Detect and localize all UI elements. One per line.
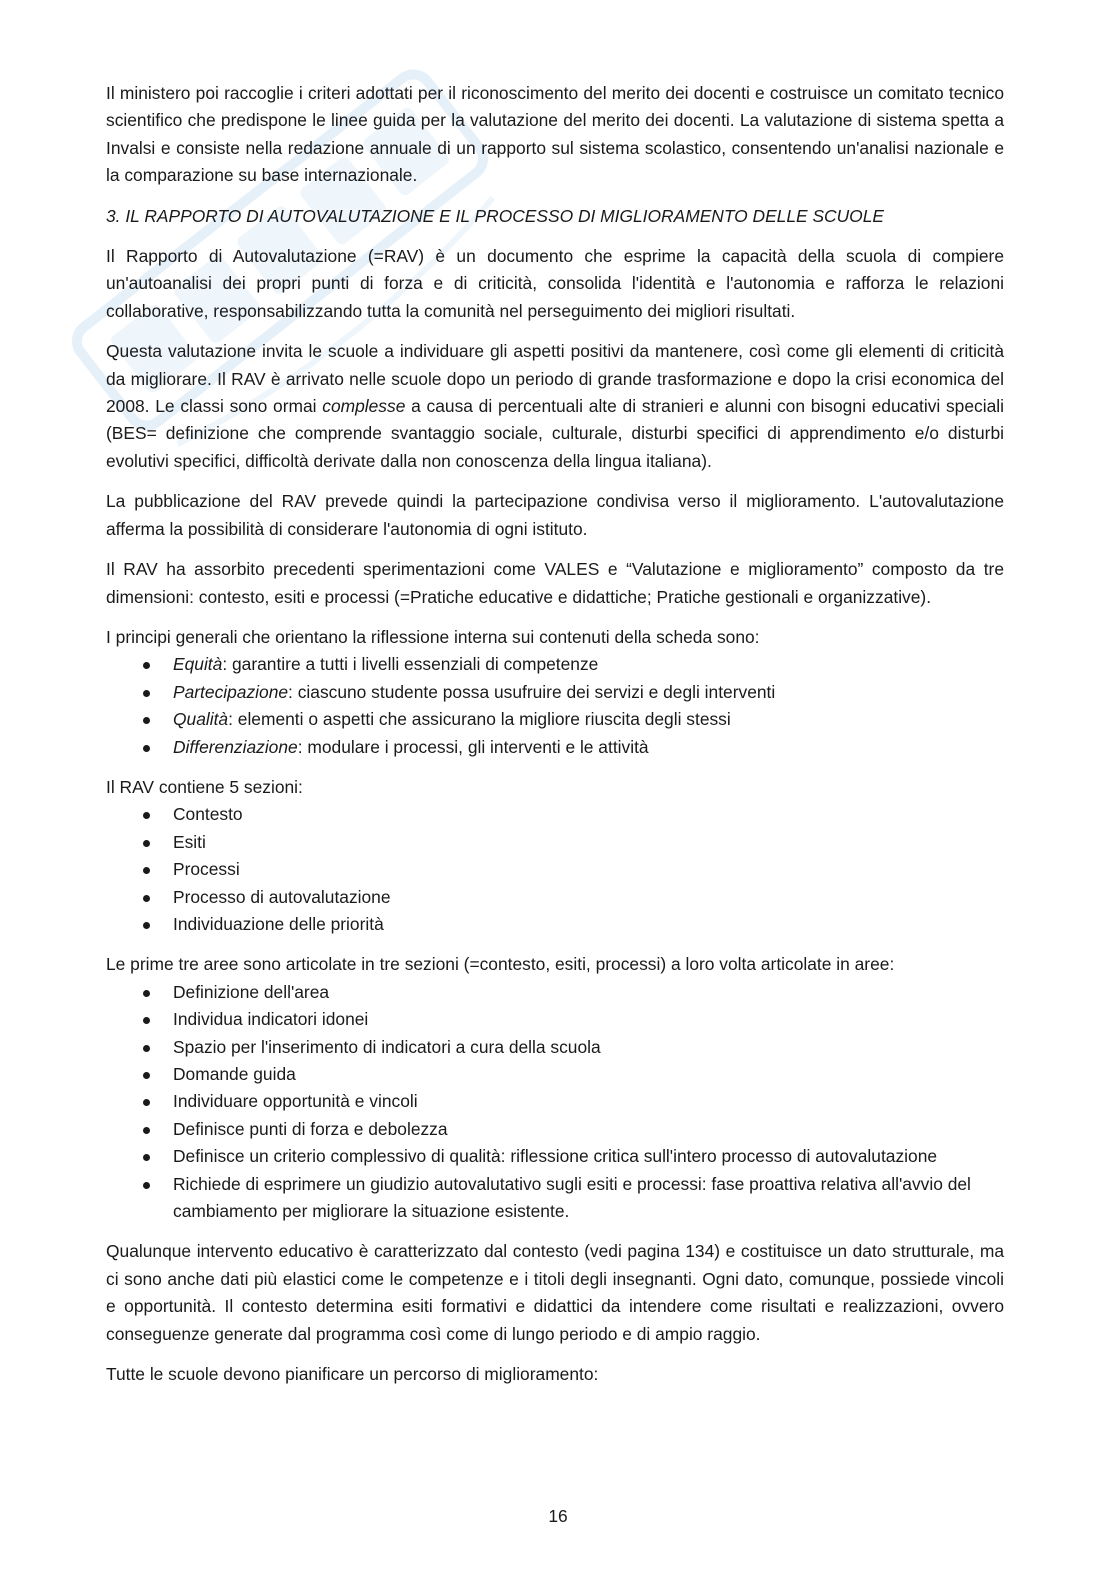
paragraph-rav-context-a: Questa valutazione invita le scuole a individuare gli aspetti positivi da mantenere, così come gli elementi di criticità da migliorare. Il RAV è arrivato nelle scuole dopo un periodo di grande trasformazione e dopo la crisi economica del 2008. Le classi sono ormai [106,341,1004,417]
list-item: Definisce un criterio complessivo di qualità: riflessione critica sull'intero processo di autovalutazione [106,1143,1004,1170]
list-item: Individua indicatori idonei [106,1006,1004,1033]
page-number: 16 [548,1506,568,1526]
principle-term: Differenziazione [173,736,298,757]
list-item: Definizione dell'area [106,979,1004,1006]
list-item: Processo di autovalutazione [106,884,1004,911]
list-item: Richiede di esprimere un giudizio autovalutativo sugli esiti e processi: fase proattiva relativa all'avvio del cambiamento per migliorare la situazione esistente. [106,1171,1004,1226]
paragraph-areas-intro: Le prime tre aree sono articolate in tre sezioni (=contesto, esiti, processi) a loro volta articolate in aree: [106,954,895,975]
list-item: Esiti [106,829,1004,856]
emphasis-complesse: complesse [322,396,406,417]
paragraph-intro: Il ministero poi raccoglie i criteri adottati per il riconoscimento del merito dei docenti e costruisce un comitato tecnico scientifico che predispone le linee guida per la valutazione del merito dei docenti. La valutazione di sistema spetta a Invalsi e consiste nella redazione annuale di un rapporto sul sistema scolastico, consentendo un'analisi nazionale e la comparazione su base internazionale. [106,83,1004,186]
paragraph-rav-definition: Il Rapporto di Autovalutazione (=RAV) è un documento che esprime la capacità della scuola di compiere un'autoanalisi dei propri punti di forza e di criticità, consolida l'identità e l'autonomia e rafforza le relazioni collaborative, responsabilizzando tutta la comunità nel perseguimento dei migliori risultati. [106,246,1004,321]
sections-list [106,801,1004,938]
list-item [106,679,1004,706]
principle-term: Qualità [173,709,229,730]
principle-description: : ciascuno studente possa usufruire dei servizi e degli interventi [288,681,776,702]
paragraph-sections-intro: Il RAV contiene 5 sezioni: [106,776,303,797]
principle-term: Equità [173,654,223,675]
list-item: Definisce punti di forza e debolezza [106,1116,1004,1143]
paragraph-rav-context-b: a causa di percentuali alte di stranieri e alunni con bisogni educativi speciali (BES= definizione che comprende svantaggio sociale, culturale, disturbi specifici di apprendimento e/o disturbi evolutivi specifici, difficoltà derivate dalla non conoscenza della lingua italiana). [106,396,1004,471]
principle-term: Partecipazione [173,681,289,702]
paragraph-rav-vales: Il RAV ha assorbito precedenti sperimentazioni come VALES e “Valutazione e miglioramento” composto da tre dimensioni: contesto, esiti e processi (=Pratiche educative e didattiche; Pratiche gestionali e organizzative). [106,559,1004,607]
paragraph-principles-intro: I principi generali che orientano la riflessione interna sui contenuti della scheda sono: [106,626,760,647]
list-item: Processi [106,856,1004,883]
paragraph-rav-context [106,338,1004,475]
section-heading: 3. IL RAPPORTO DI AUTOVALUTAZIONE E IL PROCESSO DI MIGLIORAMENTO DELLE SCUOLE [106,205,884,226]
principles-list [106,651,1004,761]
list-item: Spazio per l'inserimento di indicatori a cura della scuola [106,1034,1004,1061]
list-item [106,734,1004,761]
principle-description: : elementi o aspetti che assicurano la migliore riuscita degli stessi [228,709,731,730]
document-page [106,80,1004,1401]
principle-description: : garantire a tutti i livelli essenziali di competenze [222,654,599,675]
list-item [106,651,1004,678]
list-item: Contesto [106,801,1004,828]
principle-description: : modulare i processi, gli interventi e le attività [297,736,649,757]
list-item: Domande guida [106,1061,1004,1088]
list-item [106,706,1004,733]
paragraph-context: Qualunque intervento educativo è caratterizzato dal contesto (vedi pagina 134) e costituisce un dato strutturale, ma ci sono anche dati più elastici come le competenze e i titoli degli insegnanti. Ogni dato, comunque, possiede vincoli e opportunità. Il contesto determina esiti formativi e didattici da intendere come risultati e realizzazioni, ovvero conseguenze generate dal programma così come di lungo periodo e di ampio raggio. [106,1241,1004,1344]
paragraph-improvement: Tutte le scuole devono pianificare un percorso di miglioramento: [106,1364,599,1385]
list-item: Individuare opportunità e vincoli [106,1088,1004,1115]
list-item: Individuazione delle priorità [106,911,1004,938]
areas-list [106,979,1004,1226]
paragraph-rav-publication: La pubblicazione del RAV prevede quindi la partecipazione condivisa verso il miglioramento. L'autovalutazione afferma la possibilità di considerare l'autonomia di ogni istituto. [106,491,1004,539]
